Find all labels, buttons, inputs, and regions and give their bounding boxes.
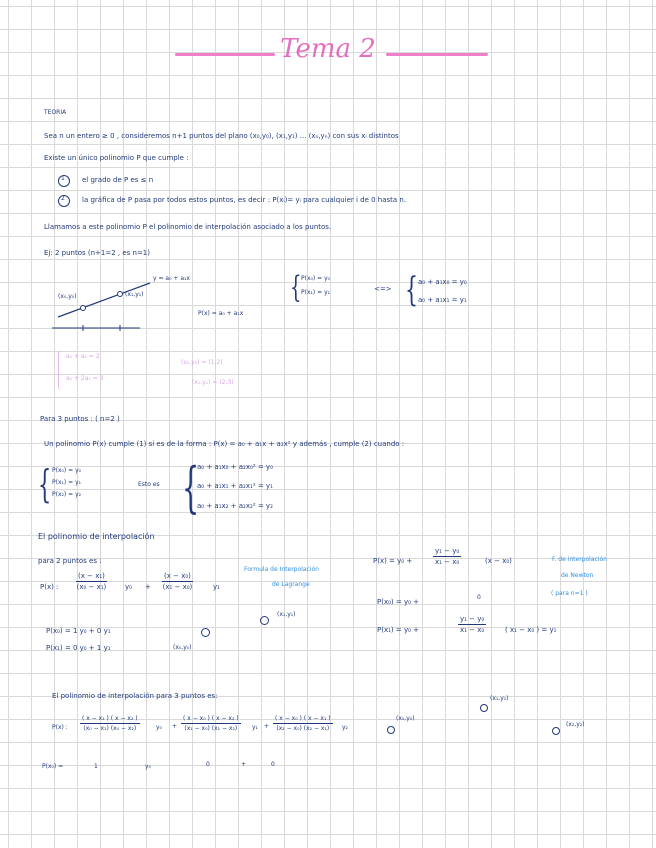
lagrange-num-2: (x − x₀) — [164, 572, 191, 580]
lagrange3-den-3: (x₂ − x₀) (x₂ − x₁) — [276, 725, 330, 732]
system-4-line-a: a₀ + a₁x₀ + a₂x₀² = y₀ — [197, 463, 273, 471]
newton-eval-x1-tail: ( x₁ − x₀ ) = y₁ — [505, 626, 557, 634]
lagrange3-plot-point-0 — [387, 726, 395, 734]
line-equation: y = a₀ + a₁x — [153, 275, 190, 282]
newton-eval-fraction — [458, 615, 486, 634]
sketch-point-1 — [118, 292, 123, 297]
condition-1: el grado de P es ≤ n — [82, 176, 154, 184]
two-points-label: para 2 puntos es : — [38, 557, 102, 565]
lagrange3-den-2: (x₁ − x₀) (x₁ − x₂) — [184, 725, 238, 732]
lagrange-plot-point-0 — [201, 628, 210, 637]
lagrange-num-1: (x − x₁) — [78, 572, 105, 580]
newton-eval-den: x₁ − x₀ — [460, 626, 485, 634]
system-4-brace: { — [182, 456, 200, 519]
lagrange3-num-2: ( x − x₀ ) ( x − x₂ ) — [183, 715, 239, 722]
lagrange3-fraction-2 — [181, 715, 241, 732]
lavender-point-1: (x₁,y₁) = (2,3) — [192, 379, 234, 386]
lagrange-y0: y₀ — [125, 583, 132, 591]
lavender-system-bracket — [58, 350, 65, 390]
px-equation: P(x) = a₀ + a₁x — [198, 310, 244, 317]
lagrange3-fraction-1 — [80, 715, 140, 732]
lagrange3-px: P(x) : — [52, 724, 68, 731]
system-4-line-b: a₀ + a₁x₁ + a₂x₁² = y₁ — [197, 482, 273, 490]
newton-den: x₁ − x₀ — [435, 558, 460, 566]
last-coef-1: 1 — [94, 763, 98, 770]
number-1: 1 — [61, 175, 65, 182]
lavender-point-0: (x₀,y₀) = (1,2) — [181, 359, 223, 366]
lagrange3-plus-2: + — [264, 723, 270, 730]
last-coef-0a: 0 — [206, 761, 210, 768]
lagrange-eval-x1: P(x₁) = 0 y₀ + 1 y₁ — [46, 644, 111, 652]
lagrange3-num-1: ( x − x₁ ) ( x − x₂ ) — [82, 715, 138, 722]
system-3-brace: { — [38, 462, 52, 506]
lagrange-plot-point-1 — [260, 616, 269, 625]
lavender-eq-1: a₀ + a₁ = 2 — [66, 353, 100, 360]
lagrange3-plot-point-1 — [480, 704, 488, 712]
polynomial-form-text: Un polinomio P(x) cumple (1) si es de la forma : P(x) = a₀ + a₁x + a₂x² y además , cumple (2) cuando : — [44, 440, 405, 448]
example-two-points: Ej: 2 puntos (n+1=2 , es n=1) — [44, 249, 150, 257]
point-1-label: (x₁,y₁) — [125, 291, 144, 298]
lagrange-fraction-1 — [76, 572, 107, 591]
newton-label-line-2: de Newton — [561, 572, 594, 579]
newton-label-line-1: F. de interpolación — [552, 556, 607, 563]
lagrange-plot-label-1: (x₁,y₁) — [277, 611, 296, 618]
system-1-brace: { — [290, 270, 302, 305]
line-sketch — [50, 275, 165, 335]
system-3-line-a: P(x₀) = y₀ — [52, 467, 82, 474]
system-2-brace: { — [405, 270, 418, 310]
system-4-line-c: a₀ + a₁x₂ + a₂x₂² = y₂ — [197, 502, 273, 510]
system-2-line-a: a₀ + a₁x₀ = y₀ — [418, 278, 467, 286]
system-1-line-a: P(x₀) = y₀ — [301, 275, 331, 282]
lagrange3-plot-label-1: (x₁,y₁) — [490, 695, 509, 702]
lagrange3-fraction-3 — [273, 715, 333, 732]
title-rule-right — [386, 53, 488, 56]
system-3-line-c: P(x₂) = y₂ — [52, 491, 82, 498]
lavender-eq-2: a₀ + 2a₁ = 3 — [66, 375, 104, 382]
newton-fraction — [433, 547, 461, 566]
lagrange-y1: y₁ — [213, 583, 220, 591]
interpolation-heading: El polinomio de interpolación — [38, 532, 155, 541]
lagrange-plus: + — [145, 583, 151, 591]
exists-text: Existe un único polinomio P que cumple : — [44, 154, 189, 162]
last-coef-0b: 0 — [271, 761, 275, 768]
lagrange-label-line-2: de Lagrange — [272, 581, 310, 588]
newton-num: y₁ − y₀ — [435, 547, 460, 555]
lagrange-label-line-1: Formula de Interpolación — [244, 566, 319, 573]
system-2-line-b: a₀ + a₁x₁ = y₁ — [418, 296, 467, 304]
newton-eval-x0: P(x₀) = y₀ + — [377, 598, 419, 606]
last-px: P(x₀) = — [42, 763, 64, 770]
lagrange3-y0: y₀ — [156, 724, 162, 731]
lagrange-fraction-2 — [162, 572, 193, 591]
newton-eval-x1: P(x₁) = y₀ + — [377, 626, 419, 634]
lagrange-px: P(x) : — [40, 583, 59, 591]
newton-px: P(x) = y₀ + — [373, 557, 413, 565]
lagrange3-y1: y₁ — [252, 724, 258, 731]
lagrange-den-2: (x₁ − x₀) — [162, 583, 193, 591]
lagrange3-num-3: ( x − x₀ ) ( x − x₁ ) — [275, 715, 331, 722]
lagrange3-plot-label-0: (x₀,y₀) — [396, 715, 415, 722]
number-2: 2 — [61, 195, 65, 202]
intro-text: Sea n un entero ≥ 0 , consideremos n+1 puntos del plano (x₀,y₀), (x₁,y₁) ... (xₙ,yₙ) con sus xᵢ distintos — [44, 132, 399, 140]
lagrange3-y2: y₂ — [342, 724, 348, 731]
esto-es-text: Esto es — [138, 481, 160, 488]
last-y0: y₀ — [145, 763, 151, 770]
three-points-interp-heading: El polinomio de interpolación para 3 puntos es: — [52, 692, 218, 700]
newton-tail: (x − x₀) — [485, 557, 512, 565]
condition-2: la gráfica de P pasa por todos estos puntos, es decir : P(xᵢ)= yᵢ para cualquier i de 0 hasta n. — [82, 196, 407, 204]
lagrange3-plot-label-2: (x₂,y₂) — [566, 721, 585, 728]
iff-symbol: <=> — [374, 285, 392, 293]
newton-eval-num: y₁ − y₀ — [460, 615, 485, 623]
newton-eval-x0-tail: 0 — [477, 594, 481, 601]
called-text: Llamamos a este polinomio P el polinomio de interpolación asociado a los puntos. — [44, 223, 332, 231]
lagrange-plot-label-0: (x₀,y₀) — [173, 644, 192, 651]
lagrange3-plus-1: + — [172, 723, 178, 730]
section-heading: TEORIA — [44, 109, 67, 116]
sketch-point-0 — [81, 306, 86, 311]
newton-label-line-3: ( para n=1 ) — [551, 590, 588, 597]
last-plus: + — [241, 761, 247, 768]
page-title: Tema 2 — [280, 34, 376, 64]
system-3-line-b: P(x₁) = y₁ — [52, 479, 82, 486]
lagrange-den-1: (x₀ − x₁) — [76, 583, 107, 591]
lagrange3-plot-point-2 — [552, 727, 560, 735]
lagrange-eval-x0: P(x₀) = 1 y₀ + 0 y₁ — [46, 627, 111, 635]
system-1-line-b: P(x₁) = y₁ — [301, 289, 331, 296]
three-points-heading: Para 3 puntos : ( n=2 ) — [40, 415, 120, 423]
point-0-label: (x₀,y₀) — [58, 293, 77, 300]
lagrange3-den-1: (x₀ − x₁) (x₀ − x₂) — [83, 725, 137, 732]
